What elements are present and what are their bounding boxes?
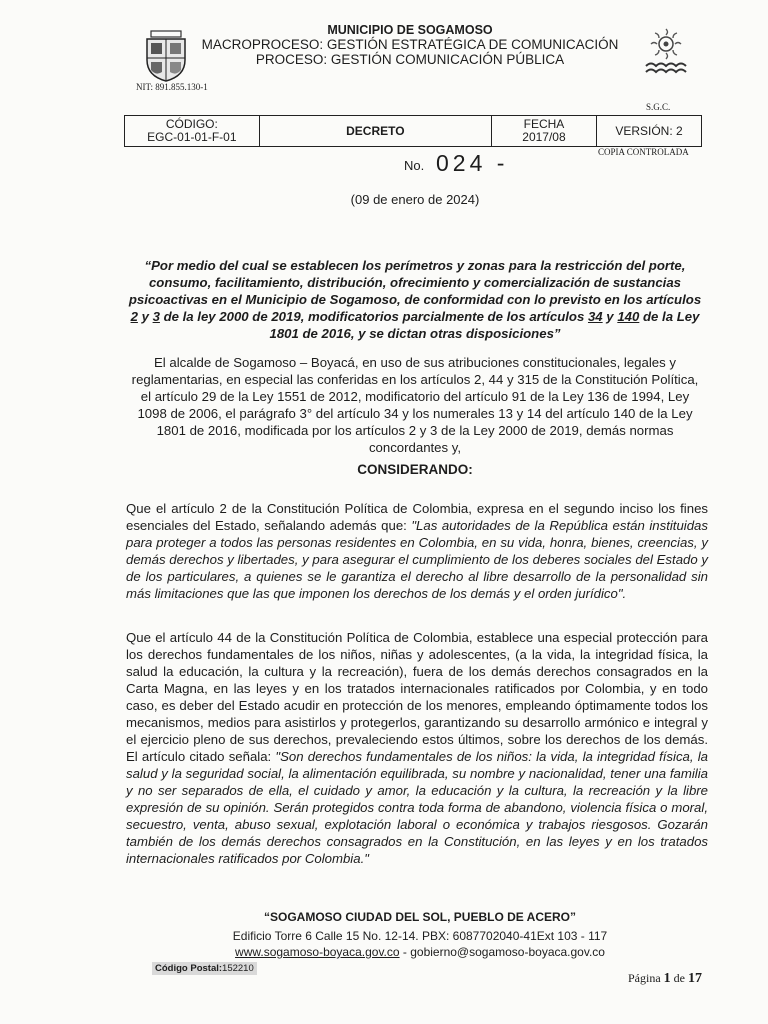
process-title: PROCESO: GESTIÓN COMUNICACIÓN PÚBLICA — [255, 52, 565, 67]
postal-code — [152, 962, 257, 975]
postal-label: Código Postal: — [155, 963, 223, 974]
nit-number: NIT: 891.855.130-1 — [136, 82, 208, 92]
doc-type-cell: DECRETO — [259, 116, 491, 147]
preamble: El alcalde de Sogamoso – Boyacá, en uso de sus atribuciones constitucionales, legales y reglamentarias, en especial las conferidas en los artículos 2, 44 y 315 de la Constitución Política, el artículo 29 de la Ley 1551 de 2012, modificatorio del artículo 91 de la Ley 136 de 1994, Ley 1098 de 2006, el parágrafo 3° del artículo 34 y los numerales 13 y 14 del artículo 140 de la Ley 1801 de 2016, modificada por los artículos 2 y 3 de la Ley 2000 de 2019, demás normas concordantes y, — [131, 355, 699, 455]
postal-value: 152210 — [222, 963, 254, 974]
footer-email: - gobierno@sogamoso-boyaca.gov.co — [399, 945, 605, 959]
paragraph-article-2 — [126, 500, 708, 602]
date-cell — [491, 116, 596, 147]
title-part3: de la Ley 1801 de 2016, y se dictan otras disposiciones” — [269, 309, 700, 341]
sun-logo — [642, 26, 690, 80]
code-value: EGC-01-01-F-01 — [147, 130, 237, 144]
title-art2: 2 — [130, 309, 138, 324]
title-part1: “Por medio del cual se establecen los perímetros y zonas para la restricción del porte, consumo, facilitamiento, distribución, ofrecimiento y comercialización de sustancias psicoactivas en el Municipio de Sogamoso, de conformidad con lo previsto en los artículos — [128, 258, 702, 307]
paragraph2-quote: "Son derechos fundamentales de los niños: la vida, la integridad física, la salud y la seguridad social, la alimentación equilibrada, su nombre y nacionalidad, tener una familia y no ser separados de ella, el cuidado y amor, la educación y la cultura, la recreación y la libre expresión de su opinión. Serán protegidos contra toda forma de abandono, violencia física o moral, secuestro, venta, abuso sexual, explotación laboral o económica y trabajos riesgosos. Gozarán también de los demás derechos consagrados en la Constitución, en las leyes y en los tratados internacionales ratificados por Colombia." — [126, 749, 708, 866]
coat-of-arms-logo — [143, 30, 189, 82]
page-number — [628, 971, 702, 987]
sgc-label: S.G.C. — [646, 102, 671, 112]
code-cell — [125, 116, 260, 147]
decree-date: (09 de enero de 2024) — [350, 192, 480, 207]
title-art140: 140 — [617, 309, 640, 324]
decree-number: 024 - — [436, 150, 509, 176]
page-total: 17 — [688, 971, 702, 986]
macroprocess-title: MACROPROCESO: GESTIÓN ESTRATÉGICA DE COMUNICACIÓN — [201, 37, 619, 52]
control-table — [124, 115, 702, 147]
paragraph1-quote: "Las autoridades de la República están instituidas para proteger a todos las personas residentes en Colombia, en su vida, honra, bienes, creencias, y demás derechos y libertades, y para asegurar el cumplimiento de los deberes sociales del Estado y de los particulares, a quienes se le garantiza el derecho al libre desarrollo de la personalidad sin más limitaciones que las que imponen los derechos de los demás y el orden jurídico". — [126, 518, 708, 601]
code-label: CÓDIGO: — [165, 117, 218, 131]
copia-controlada: COPIA CONTROLADA — [598, 147, 689, 157]
title-y2: y — [602, 309, 618, 324]
decree-title — [126, 257, 704, 342]
paragraph-article-44 — [126, 629, 708, 867]
footer-address: Edificio Torre 6 Calle 15 No. 12-14. PBX: 6087702040-41Ext 103 - 117 — [232, 929, 608, 943]
title-y1: y — [137, 309, 153, 324]
page-label: Página — [628, 971, 661, 985]
paragraph1-intro: Que el artículo 2 de la Constitución Política de Colombia, expresa en el segundo inciso los fines esenciales del Estado, señalando además que: — [126, 501, 708, 533]
title-art34: 34 — [587, 309, 603, 324]
page-of: de — [673, 971, 685, 985]
version-cell: VERSIÓN: 2 — [596, 116, 701, 147]
considerando-heading: CONSIDERANDO: — [357, 462, 473, 477]
municipality-title: MUNICIPIO DE SOGAMOSO — [327, 23, 493, 37]
website-link[interactable]: www.sogamoso-boyaca.gov.co — [235, 945, 400, 959]
date-label: FECHA — [523, 117, 565, 131]
date-value: 2017/08 — [522, 130, 566, 144]
footer-contact — [200, 945, 640, 960]
footer-slogan: “SOGAMOSO CIUDAD DEL SOL, PUEBLO DE ACERO” — [263, 910, 577, 924]
title-art3: 3 — [152, 309, 160, 324]
paragraph2-intro: Que el artículo 44 de la Constitución Política de Colombia, establece una especial protección para los derechos fundamentales de los niños, niñas y adolescentes, (a la vida, la integridad física, la salud la educación, la cultura y la recreación), fuera de los demás derechos consagrados en la Carta Magna, en las leyes y en los tratados internacionales ratificados por Colombia, y en todo caso, es deber del Estado acudir en protección de los menores, empleando óptimamente todos los mecanismos, medios para asistirlos y protegerlos, garantizando su desarrollo armónico e integral y el ejercicio pleno de sus derechos, prevaleciendo estos últimos, sobre los derechos de los demás. El artículo citado señala: — [126, 630, 708, 764]
title-part2: de la ley 2000 de 2019, modificatorios parcialmente de los artículos — [159, 309, 588, 324]
decree-number-label: No. — [404, 158, 425, 173]
page-current: 1 — [663, 971, 671, 986]
